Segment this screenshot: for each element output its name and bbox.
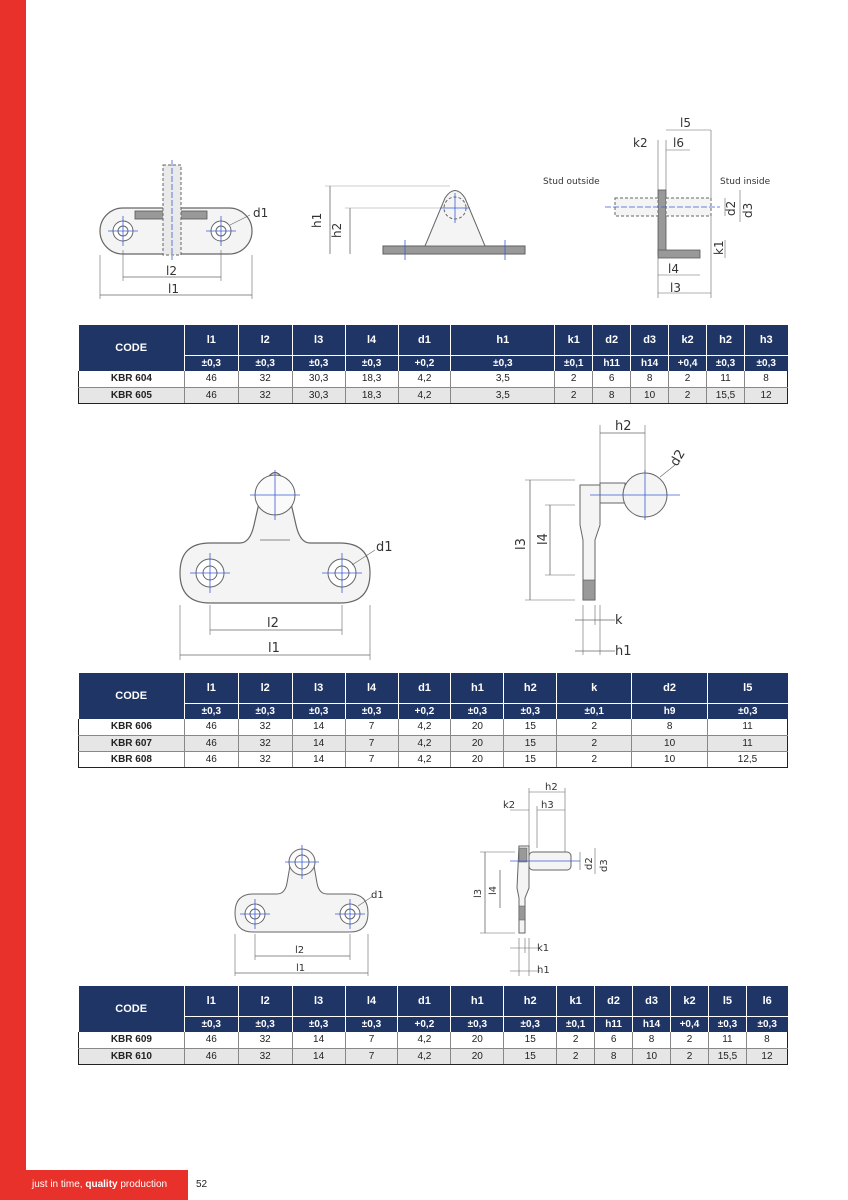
label-stud-outside: Stud outside <box>543 177 600 187</box>
cell: 4,2 <box>398 735 451 751</box>
cell: 30,3 <box>292 387 345 403</box>
cell: 32 <box>238 1048 292 1064</box>
row-code: KBR 609 <box>79 1032 185 1048</box>
label-stud-inside: Stud inside <box>720 177 771 187</box>
cell: 15 <box>504 735 557 751</box>
cell: 4,2 <box>398 1032 451 1048</box>
row-code: KBR 606 <box>79 719 185 735</box>
col-header: l5 <box>708 673 788 703</box>
cell: 30,3 <box>292 371 345 387</box>
cell: 32 <box>238 751 292 767</box>
cell: 14 <box>292 751 345 767</box>
dim-d3: d3 <box>599 859 610 872</box>
dim-k2: k2 <box>503 800 516 811</box>
dim-l4: l4 <box>488 885 499 895</box>
col-tolerance: ±0,3 <box>451 1016 504 1032</box>
cell: 32 <box>238 719 292 735</box>
col-tolerance: h14 <box>631 355 669 371</box>
table-row <box>79 719 788 735</box>
drawing-side-view-2 <box>505 415 705 660</box>
cell: 7 <box>345 751 398 767</box>
drawing-side-view-1 <box>305 178 535 268</box>
cell: 11 <box>708 719 788 735</box>
cell: 7 <box>345 1048 398 1064</box>
cell: 15,5 <box>707 387 745 403</box>
dim-l3: l3 <box>670 281 681 295</box>
dim-h1: h1 <box>537 965 550 976</box>
cell: 32 <box>238 735 292 751</box>
table-row <box>79 751 788 767</box>
col-header: h2 <box>504 986 557 1016</box>
dim-h1: h1 <box>310 212 324 228</box>
col-tolerance: ±0,3 <box>238 703 292 719</box>
row-code: KBR 607 <box>79 735 185 751</box>
col-tolerance: ±0,3 <box>184 355 238 371</box>
cell: 18,3 <box>345 371 398 387</box>
cell: 6 <box>593 371 631 387</box>
spec-table-kbr-604-605 <box>78 325 788 404</box>
spec-table-kbr-609-610 <box>78 986 788 1065</box>
col-header: d3 <box>633 986 671 1016</box>
col-header: l1 <box>184 986 238 1016</box>
table-code-header: CODE <box>79 986 185 1032</box>
col-tolerance: ±0,1 <box>557 703 632 719</box>
col-tolerance: ±0,3 <box>238 1016 292 1032</box>
dim-h2: h2 <box>330 222 344 238</box>
col-tolerance: ±0,1 <box>557 1016 595 1032</box>
col-tolerance: ±0,3 <box>708 703 788 719</box>
dim-l6: l6 <box>673 136 684 150</box>
cell: 46 <box>184 371 238 387</box>
cell: 4,2 <box>398 751 451 767</box>
table-row <box>79 1048 788 1064</box>
cell: 10 <box>632 751 708 767</box>
col-header: l4 <box>345 986 398 1016</box>
col-header: k2 <box>669 325 707 355</box>
cell: 4,2 <box>398 719 451 735</box>
cell: 10 <box>632 735 708 751</box>
tagline-pre: just in time, <box>32 1179 86 1190</box>
cell: 46 <box>184 1032 238 1048</box>
col-tolerance: ±0,3 <box>745 355 788 371</box>
col-tolerance: ±0,3 <box>451 355 555 371</box>
col-header: l1 <box>184 673 238 703</box>
col-header: d3 <box>631 325 669 355</box>
col-tolerance: ±0,3 <box>707 355 745 371</box>
cell: 7 <box>345 735 398 751</box>
cell: 15 <box>504 1048 557 1064</box>
cell: 32 <box>238 387 292 403</box>
cell: 11 <box>708 1032 746 1048</box>
cell: 4,2 <box>398 1048 451 1064</box>
col-tolerance: h9 <box>632 703 708 719</box>
col-tolerance: ±0,3 <box>345 355 398 371</box>
dim-l5: l5 <box>680 116 691 130</box>
cell: 15,5 <box>708 1048 746 1064</box>
cell: 14 <box>292 1032 345 1048</box>
dim-l4: l4 <box>536 533 551 545</box>
table-row <box>79 735 788 751</box>
cell: 10 <box>633 1048 671 1064</box>
cell: 11 <box>707 371 745 387</box>
col-header: l2 <box>238 673 292 703</box>
col-header: d2 <box>593 325 631 355</box>
cell: 8 <box>593 387 631 403</box>
cell: 12 <box>745 387 788 403</box>
dim-l2: l2 <box>267 616 279 631</box>
drawing-top-view-1 <box>90 155 280 305</box>
cell: 2 <box>557 719 632 735</box>
col-header: k <box>557 673 632 703</box>
left-accent-bar <box>0 0 26 1200</box>
dim-d2: d2 <box>724 200 738 216</box>
dim-h2: h2 <box>545 782 558 793</box>
cell: 11 <box>708 735 788 751</box>
table-code-header: CODE <box>79 673 185 719</box>
table-row <box>79 1032 788 1048</box>
col-header: l5 <box>708 986 746 1016</box>
col-tolerance: +0,2 <box>398 355 451 371</box>
col-header: l2 <box>238 986 292 1016</box>
cell: 46 <box>184 1048 238 1064</box>
col-header: k1 <box>555 325 593 355</box>
col-tolerance: ±0,3 <box>184 703 238 719</box>
cell: 20 <box>451 735 504 751</box>
dim-h2: h2 <box>615 419 632 434</box>
col-header: d1 <box>398 986 451 1016</box>
cell: 46 <box>184 719 238 735</box>
col-header: l3 <box>292 673 345 703</box>
col-tolerance: ±0,3 <box>292 1016 345 1032</box>
cell: 8 <box>632 719 708 735</box>
dim-d1: d1 <box>253 206 269 220</box>
cell: 8 <box>631 371 669 387</box>
cell: 8 <box>745 371 788 387</box>
cell: 8 <box>595 1048 633 1064</box>
col-tolerance: ±0,3 <box>292 355 345 371</box>
cell: 12 <box>746 1048 787 1064</box>
dim-k1: k1 <box>537 943 550 954</box>
col-header: h1 <box>451 673 504 703</box>
col-tolerance: ±0,3 <box>345 1016 398 1032</box>
col-tolerance: +0,2 <box>398 1016 451 1032</box>
tagline-bold: quality <box>85 1179 118 1190</box>
col-header: l1 <box>184 325 238 355</box>
col-tolerance: ±0,3 <box>504 703 557 719</box>
spec-table-kbr-606-608 <box>78 673 788 768</box>
col-header: h3 <box>745 325 788 355</box>
footer-tagline <box>26 1170 188 1200</box>
col-tolerance: +0,4 <box>671 1016 709 1032</box>
dim-k2: k2 <box>633 136 648 150</box>
col-tolerance: h14 <box>633 1016 671 1032</box>
cell: 15 <box>504 751 557 767</box>
col-header: l4 <box>345 673 398 703</box>
dim-l1: l1 <box>168 282 179 296</box>
dim-d1: d1 <box>371 890 384 901</box>
cell: 2 <box>557 751 632 767</box>
cell: 8 <box>633 1032 671 1048</box>
dim-k: k <box>615 613 623 628</box>
table-row <box>79 371 788 387</box>
cell: 20 <box>451 751 504 767</box>
dim-d1: d1 <box>376 540 393 555</box>
col-header: k1 <box>557 986 595 1016</box>
cell: 14 <box>292 719 345 735</box>
cell: 32 <box>238 1032 292 1048</box>
cell: 7 <box>345 719 398 735</box>
dim-d2: d2 <box>667 447 689 469</box>
cell: 2 <box>671 1032 709 1048</box>
cell: 7 <box>345 1032 398 1048</box>
dim-l1: l1 <box>296 963 306 974</box>
cell: 3,5 <box>451 387 555 403</box>
drawing-stud-view-1 <box>540 110 790 305</box>
row-code: KBR 610 <box>79 1048 185 1064</box>
col-header: h1 <box>451 325 555 355</box>
cell: 46 <box>184 751 238 767</box>
dim-h1: h1 <box>615 644 632 659</box>
col-tolerance: ±0,3 <box>238 355 292 371</box>
cell: 6 <box>595 1032 633 1048</box>
dim-d3: d3 <box>741 202 755 218</box>
table-row <box>79 387 788 403</box>
cell: 14 <box>292 735 345 751</box>
dim-l4: l4 <box>668 262 679 276</box>
row-code: KBR 604 <box>79 371 185 387</box>
col-tolerance: ±0,3 <box>292 703 345 719</box>
dim-l3: l3 <box>473 888 484 898</box>
cell: 2 <box>557 1048 595 1064</box>
col-tolerance: +0,4 <box>669 355 707 371</box>
col-header: k2 <box>671 986 709 1016</box>
row-code: KBR 605 <box>79 387 185 403</box>
cell: 12,5 <box>708 751 788 767</box>
dim-k1: k1 <box>712 240 726 255</box>
col-header: d1 <box>398 673 451 703</box>
col-tolerance: ±0,3 <box>746 1016 787 1032</box>
cell: 4,2 <box>398 387 451 403</box>
cell: 46 <box>184 735 238 751</box>
cell: 2 <box>669 371 707 387</box>
col-header: l6 <box>746 986 787 1016</box>
cell: 15 <box>504 1032 557 1048</box>
col-header: d2 <box>595 986 633 1016</box>
cell: 2 <box>671 1048 709 1064</box>
col-tolerance: ±0,3 <box>184 1016 238 1032</box>
dim-l3: l3 <box>514 538 529 550</box>
page-number: 52 <box>196 1179 208 1190</box>
cell: 2 <box>555 387 593 403</box>
cell: 20 <box>451 1048 504 1064</box>
drawing-top-view-3 <box>225 838 390 978</box>
tagline-post: production <box>117 1179 168 1190</box>
drawing-top-view-2 <box>170 455 410 665</box>
col-tolerance: ±0,3 <box>504 1016 557 1032</box>
cell: 2 <box>557 735 632 751</box>
dim-d2: d2 <box>584 857 595 870</box>
cell: 14 <box>292 1048 345 1064</box>
cell: 3,5 <box>451 371 555 387</box>
col-header: l3 <box>292 325 345 355</box>
col-tolerance: ±0,3 <box>345 703 398 719</box>
cell: 32 <box>238 371 292 387</box>
col-header: h2 <box>504 673 557 703</box>
dim-l2: l2 <box>166 264 177 278</box>
cell: 15 <box>504 719 557 735</box>
cell: 4,2 <box>398 371 451 387</box>
row-code: KBR 608 <box>79 751 185 767</box>
cell: 20 <box>451 1032 504 1048</box>
col-tolerance: +0,2 <box>398 703 451 719</box>
col-header: h2 <box>707 325 745 355</box>
col-header: l2 <box>238 325 292 355</box>
cell: 2 <box>557 1032 595 1048</box>
cell: 10 <box>631 387 669 403</box>
cell: 2 <box>669 387 707 403</box>
col-header: d1 <box>398 325 451 355</box>
cell: 18,3 <box>345 387 398 403</box>
col-header: l4 <box>345 325 398 355</box>
cell: 20 <box>451 719 504 735</box>
col-tolerance: ±0,3 <box>708 1016 746 1032</box>
cell: 8 <box>746 1032 787 1048</box>
col-header: l3 <box>292 986 345 1016</box>
col-header: h1 <box>451 986 504 1016</box>
col-tolerance: h11 <box>595 1016 633 1032</box>
col-tolerance: ±0,3 <box>451 703 504 719</box>
cell: 2 <box>555 371 593 387</box>
table-code-header: CODE <box>79 325 185 371</box>
col-tolerance: h11 <box>593 355 631 371</box>
dim-l1: l1 <box>268 641 280 656</box>
cell: 46 <box>184 387 238 403</box>
drawing-side-view-3 <box>465 778 625 978</box>
col-tolerance: ±0,1 <box>555 355 593 371</box>
dim-l2: l2 <box>295 945 305 956</box>
dim-h3: h3 <box>541 800 554 811</box>
col-header: d2 <box>632 673 708 703</box>
